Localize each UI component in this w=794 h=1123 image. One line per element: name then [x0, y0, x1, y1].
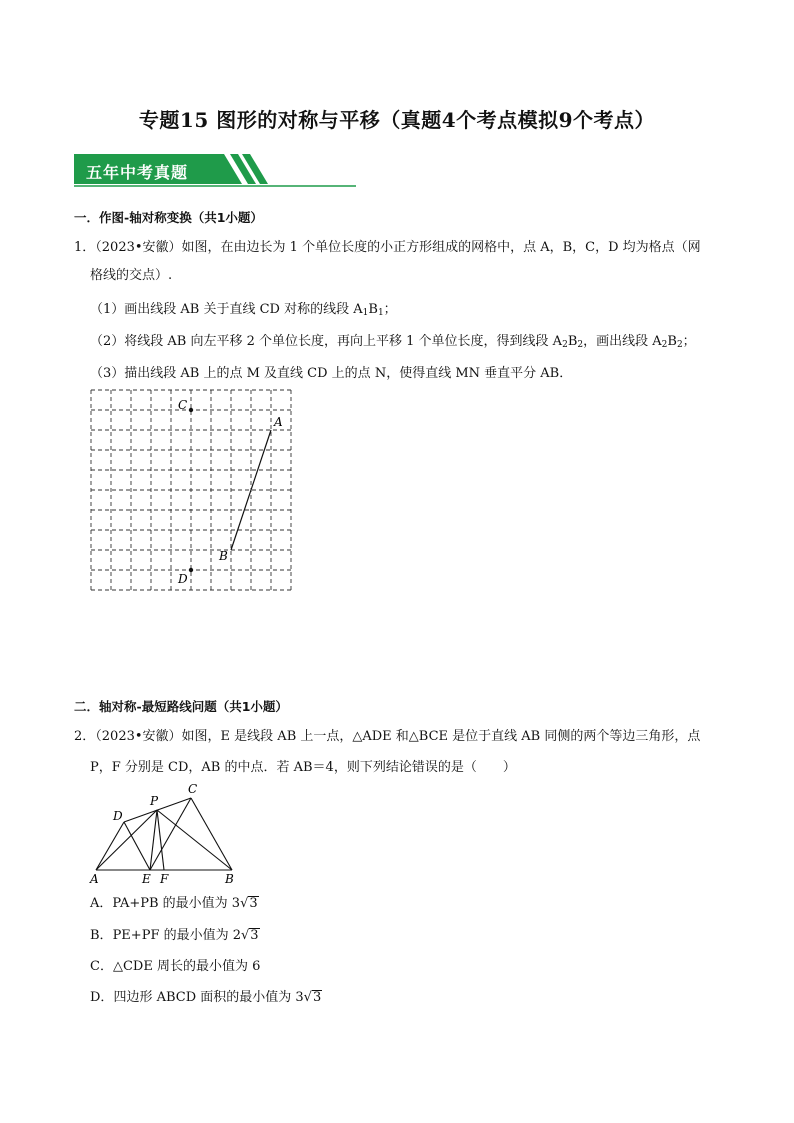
page-title: 专题15 图形的对称与平移（真题4个考点模拟9个考点） — [138, 108, 656, 132]
option-d[interactable] — [90, 988, 322, 1008]
option-d-text: 四边形 ABCD 面积的最小值为 3 — [113, 990, 304, 1005]
triangle-figure — [84, 782, 250, 888]
q1-part2-b2: B — [667, 334, 677, 349]
line-pb — [157, 810, 232, 870]
sqrt-symbol: √3 — [240, 896, 258, 911]
q1-source: （2023•安徽） — [95, 240, 182, 255]
radicand: 3 — [250, 928, 259, 943]
section2-heading: 二．轴对称-最短路线问题（共1小题） — [74, 699, 288, 714]
line-pe — [150, 810, 157, 870]
label-f: F — [160, 872, 169, 886]
q1-line2: 格线的交点）. — [90, 268, 173, 283]
line-pf — [157, 810, 164, 870]
q1-part2-end: ； — [682, 334, 696, 349]
label-c2: C — [188, 782, 198, 796]
option-c[interactable] — [90, 957, 260, 977]
q1-part2-b: B — [567, 334, 578, 349]
q1-part3: （3）描出线段 AB 上的点 M 及直线 CD 上的点 N，使得直线 MN 垂直平分 AB． — [90, 366, 573, 381]
label-c: C — [178, 398, 188, 412]
label-a2: A — [90, 872, 99, 886]
option-c-text: △CDE 周长的最小值为 6 — [112, 959, 261, 974]
option-a-text: PA+PB 的最小值为 3 — [112, 896, 241, 911]
point-c — [189, 408, 193, 412]
label-d: D — [178, 572, 188, 586]
q1-part1-end: ； — [383, 302, 397, 317]
label-a: A — [274, 415, 283, 429]
sub: 1 — [362, 308, 369, 318]
grid-lines — [91, 390, 291, 590]
q2-line2: P，F 分别是 CD，AB 的中点．若 AB＝4，则下列结论错误的是（ ） — [90, 760, 516, 775]
q2-text-1: 如图，E 是线段 AB 上一点，△ADE 和△BCE 是位于直线 AB 同侧的两个等边三角形，点 — [181, 729, 701, 744]
line-pa — [96, 810, 157, 870]
q1-number: 1． — [74, 240, 96, 255]
option-b[interactable] — [90, 926, 260, 946]
line-cb — [191, 798, 232, 870]
sqrt-symbol: √3 — [303, 990, 322, 1005]
sub: 1 — [377, 308, 384, 318]
option-a-letter: A． — [90, 896, 113, 911]
q1-part1-text: （1）画出线段 AB 关于直线 CD 对称的线段 A — [90, 302, 363, 317]
banner-label: 五年中考真题 — [86, 163, 189, 182]
label-p: P — [150, 794, 159, 808]
sqrt-symbol: √3 — [241, 928, 259, 943]
q1-part2 — [90, 332, 696, 355]
option-a[interactable] — [90, 894, 259, 914]
q1-text-1: 如图，在由边长为 1 个单位长度的小正方形组成的网格中，点 A，B，C，D 均为格点（网 — [181, 240, 701, 255]
point-d — [189, 568, 193, 572]
option-d-letter: D． — [90, 990, 114, 1005]
sub: 2 — [577, 340, 584, 350]
q2-line1 — [74, 727, 700, 747]
q1-line1 — [74, 238, 701, 258]
option-b-text: PE+PF 的最小值为 2 — [112, 928, 241, 943]
label-b2: B — [225, 872, 234, 886]
grid-figure — [88, 388, 294, 592]
radicand: 3 — [312, 990, 322, 1005]
label-b: B — [219, 549, 228, 563]
sub: 2 — [661, 340, 668, 350]
q1-part2-text: （2）将线段 AB 向左平移 2 个单位长度，再向上平移 1 个单位长度，得到线段 A — [90, 334, 563, 349]
option-b-letter: B． — [90, 928, 113, 943]
q1-part2-mid: ，画出线段 A — [583, 334, 662, 349]
label-d2: D — [113, 809, 123, 823]
q2-source: （2023•安徽） — [95, 729, 182, 744]
radicand: 3 — [249, 896, 258, 911]
line-ec — [150, 798, 191, 870]
q1-part1 — [90, 300, 397, 323]
section1-heading: 一．作图-轴对称变换（共1小题） — [74, 210, 263, 225]
option-c-letter: C． — [90, 959, 113, 974]
sub: 2 — [676, 340, 683, 350]
label-e: E — [142, 872, 151, 886]
sub: 2 — [562, 340, 568, 350]
q1-part1-b: B — [368, 302, 378, 317]
q2-number: 2． — [74, 729, 96, 744]
